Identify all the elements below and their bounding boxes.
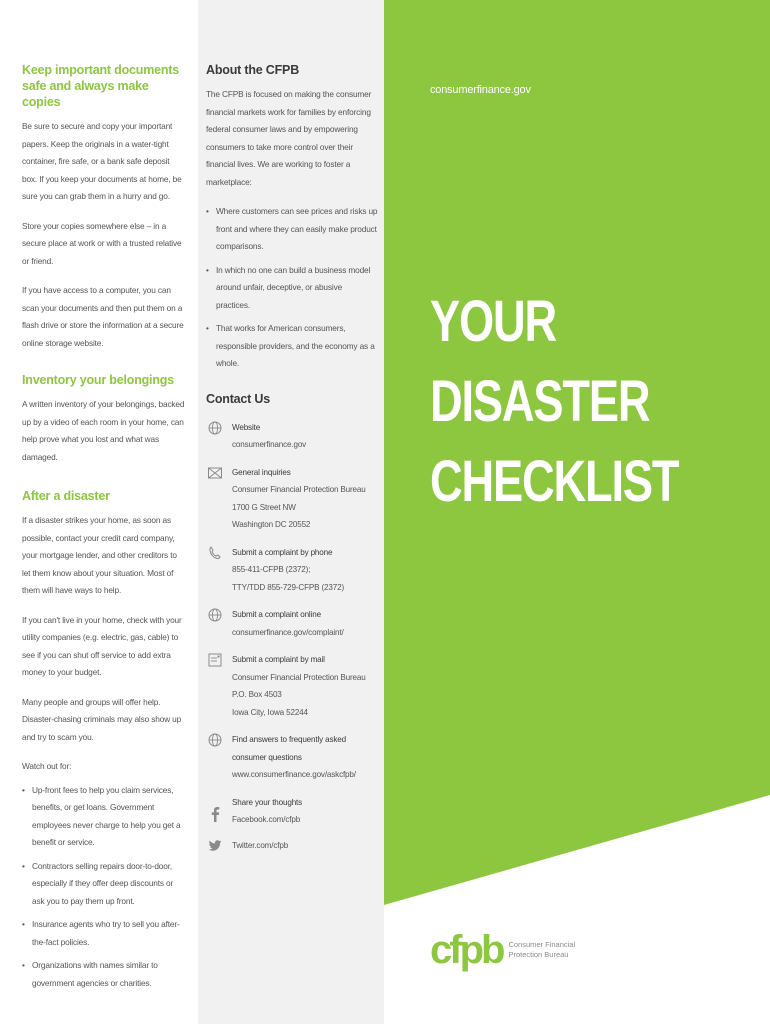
list-item: • Insurance agents who try to sell you after-the-fact policies.	[22, 916, 186, 951]
logo-text	[508, 940, 575, 960]
paragraph: If a disaster strikes your home, as soon as possible, contact your credit card company, your mortgage lender, and other creditors to let them know about your situation. Most of them will have ways to help.	[22, 515, 177, 595]
paragraph: If you have access to a computer, you can scan your documents and then put them on a flash drive or store the information at a secure online storage website.	[22, 285, 184, 348]
facebook-icon	[206, 806, 224, 829]
list-item: • Where customers can see prices and risks up front and where they can easily make product comparisons.	[206, 203, 378, 256]
cfpb-logo	[430, 930, 575, 970]
faq-link[interactable]: www.consumerfinance.gov/askcfpb/	[232, 770, 356, 779]
contact-website	[206, 419, 378, 454]
contact-label: Find answers to frequently asked	[232, 735, 346, 744]
address-line: P.O. Box 4503	[232, 690, 282, 699]
contact-social	[206, 794, 378, 829]
contact-label: Website	[232, 422, 261, 432]
cover-title	[430, 282, 678, 522]
complaint-link[interactable]: consumerfinance.gov/complaint/	[232, 627, 344, 637]
logo-text-line: Protection Bureau	[508, 950, 569, 959]
contact-online	[206, 606, 378, 641]
marketplace-list	[206, 203, 378, 373]
paragraph: Watch out for:	[22, 761, 72, 771]
twitter-icon	[206, 839, 224, 857]
contact-mail	[206, 651, 378, 721]
title-line: DISASTER	[430, 369, 650, 434]
section-heading-about: About the CFPB	[206, 63, 300, 77]
contact-label: consumer questions	[232, 752, 302, 762]
section-heading-documents: Keep important documents safe and always make copies	[22, 63, 180, 109]
document-icon	[206, 653, 224, 721]
globe-icon	[206, 733, 224, 784]
globe-icon	[206, 608, 224, 641]
paragraph: Many people and groups will offer help. Disaster-chasing criminals may also show up and try to scam you.	[22, 696, 182, 742]
paragraph: A written inventory of your belongings, backed up by a video of each room in your home, can help prove what you lost and what was damaged.	[22, 399, 185, 462]
address-line: Washington DC 20552	[232, 520, 311, 529]
list-item: • Contractors selling repairs door-to-door, especially if they offer deep discounts or ask you to pay them up front.	[22, 858, 186, 911]
paragraph: Be sure to secure and copy your important papers. Keep the originals in a water-tight container, fire safe, or a bank safe deposit box. If you keep your documents at home, be sure you can grab them in a hurry and go.	[22, 121, 182, 201]
twitter-link[interactable]: Twitter.com/cfpb	[232, 840, 289, 850]
watch-out-list	[22, 782, 186, 993]
list-item: • In which no one can build a business model around unfair, deceptive, or abusive practices.	[206, 262, 378, 315]
site-url[interactable]: consumerfinance.gov	[430, 84, 531, 96]
contact-general	[206, 464, 378, 534]
paragraph: If you can't live in your home, check with your utility companies (e.g. electric, gas, cable) to see if you can shut off service to add extra money to your budget.	[22, 614, 182, 677]
logo-text-line: Consumer Financial	[508, 940, 576, 949]
address-line: Consumer Financial Protection Bureau	[232, 672, 366, 682]
title-line: CHECKLIST	[430, 449, 679, 514]
left-panel	[0, 0, 198, 1024]
middle-panel	[198, 0, 384, 1024]
section-heading-inventory: Inventory your belongings	[22, 373, 174, 387]
contact-twitter	[206, 837, 378, 857]
contact-label: General inquiries	[232, 467, 291, 477]
cover-panel	[384, 0, 770, 1024]
title-line: YOUR	[430, 289, 557, 354]
contact-label: Submit a complaint online	[232, 610, 321, 619]
envelope-icon	[206, 466, 224, 534]
contact-label: Share your thoughts	[232, 797, 303, 807]
address-line: Iowa City, Iowa 52244	[232, 707, 308, 717]
section-heading-contact: Contact Us	[206, 391, 270, 406]
list-item: • Up-front fees to help you claim services, benefits, or get loans. Government employees never charge to help you get a benefit or service.	[22, 782, 186, 852]
section-heading-after-disaster: After a disaster	[22, 489, 110, 503]
contact-phone	[206, 544, 378, 597]
phone-number: TTY/TDD 855-729-CFPB (2372)	[232, 582, 344, 592]
phone-icon	[206, 546, 224, 597]
facebook-link[interactable]: Facebook.com/cfpb	[232, 815, 301, 824]
list-item: • That works for American consumers, responsible providers, and the economy as a whole.	[206, 320, 378, 373]
contact-label: Submit a complaint by phone	[232, 547, 333, 557]
list-item: • Organizations with names similar to government agencies or charities.	[22, 957, 186, 992]
paragraph: The CFPB is focused on making the consumer financial markets work for families by enforcing federal consumer laws and by empowering consumers to take more control over their financial lives. We are working to foster a marketplace:	[206, 89, 372, 187]
contact-faq	[206, 731, 378, 784]
contact-label: Submit a complaint by mail	[232, 655, 325, 664]
paragraph: Store your copies somewhere else – in a secure place at work or with a trusted relative or friend.	[22, 220, 182, 266]
address-line: Consumer Financial Protection Bureau	[232, 485, 366, 494]
globe-icon	[206, 421, 224, 454]
website-link[interactable]: consumerfinance.gov	[232, 440, 307, 449]
phone-number: 855-411-CFPB (2372);	[232, 565, 311, 574]
logo-mark: cfpb	[430, 928, 503, 972]
address-line: 1700 G Street NW	[232, 502, 296, 512]
